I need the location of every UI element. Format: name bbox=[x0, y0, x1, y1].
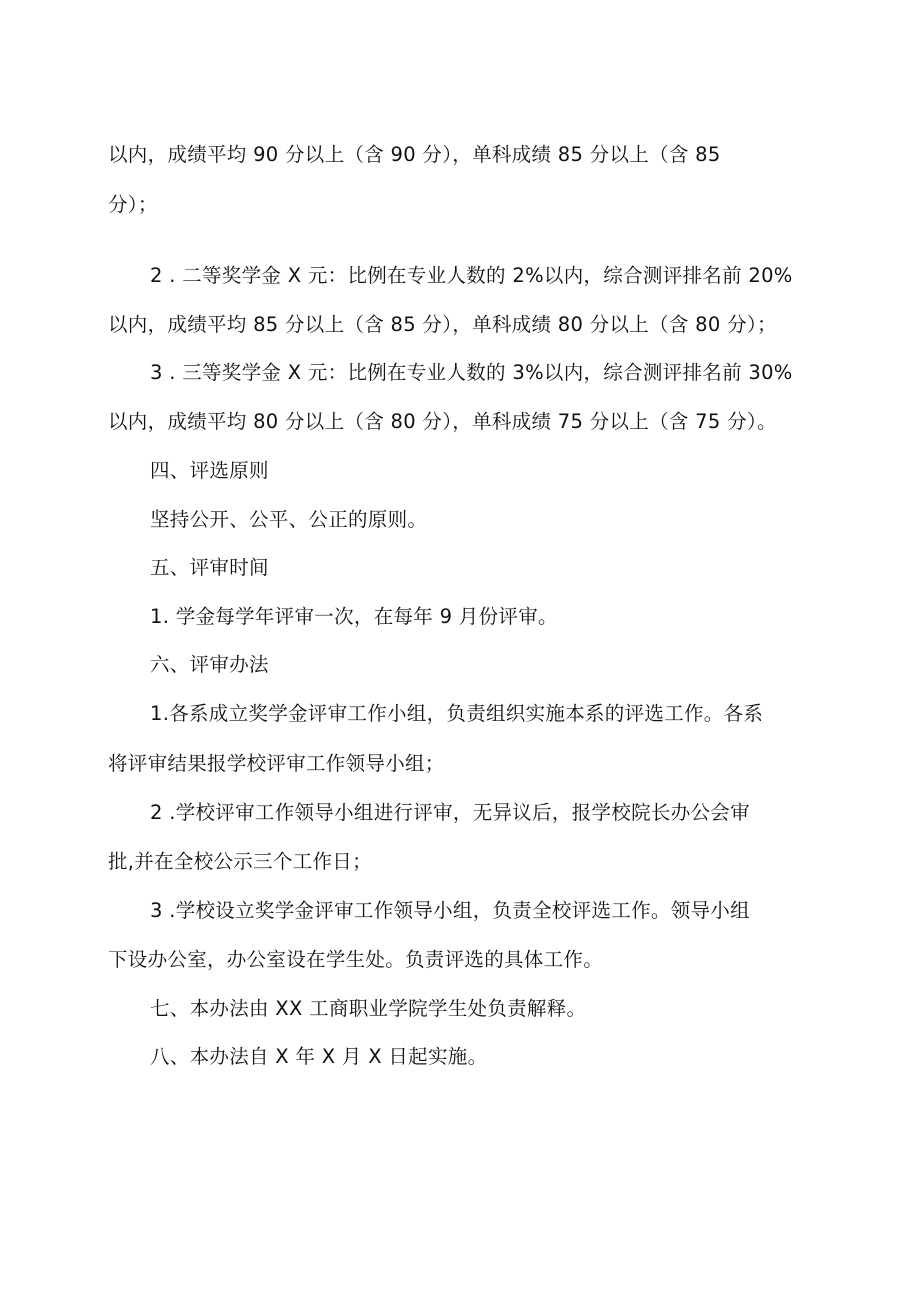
text-line: 3 .学校设立奖学金评审工作领导小组，负责全校评选工作。领导小组 bbox=[150, 899, 750, 922]
text-line: 批,并在全校公示三个工作日； bbox=[108, 850, 372, 873]
text-line: 分）； bbox=[108, 193, 158, 216]
text-line: 将评审结果报学校评审工作领导小组； bbox=[108, 752, 445, 775]
text-line: 以内，成绩平均 85 分以上（含 85 分），单科成绩 80 分以上（含 80 分）； bbox=[108, 313, 777, 336]
text-line: 2 .学校评审工作领导小组进行评审，无异议后，报学校院长办公会审 bbox=[150, 801, 750, 824]
text-line: 以内，成绩平均 80 分以上（含 80 分），单科成绩 75 分以上（含 75 分）。 bbox=[108, 410, 777, 433]
text-line: 下设办公室，办公室设在学生处。负责评选的具体工作。 bbox=[108, 948, 604, 971]
section-heading: 八、本办法自 X 年 X 月 X 日起实施。 bbox=[150, 1045, 488, 1068]
section-heading: 五、评审时间 bbox=[150, 556, 269, 579]
text-line: 1.各系成立奖学金评审工作小组，负责组织实施本系的评选工作。各系 bbox=[150, 702, 764, 725]
text-line: 2 . 二等奖学金 X 元：比例在专业人数的 2%以内，综合测评排名前 20% bbox=[150, 264, 793, 287]
text-line: 以内，成绩平均 90 分以上（含 90 分），单科成绩 85 分以上（含 85 bbox=[108, 143, 721, 166]
section-heading: 六、评审办法 bbox=[150, 653, 269, 676]
text-line: 1. 学金每学年评审一次，在每年 9 月份评审。 bbox=[150, 605, 558, 628]
text-line: 坚持公开、公平、公正的原则。 bbox=[150, 508, 428, 531]
text-line: 3 . 三等奖学金 X 元：比例在专业人数的 3%以内，综合测评排名前 30% bbox=[150, 361, 793, 384]
section-heading: 四、评选原则 bbox=[150, 459, 269, 482]
section-heading: 七、本办法由 XX 工商职业学院学生处负责解释。 bbox=[150, 997, 587, 1020]
